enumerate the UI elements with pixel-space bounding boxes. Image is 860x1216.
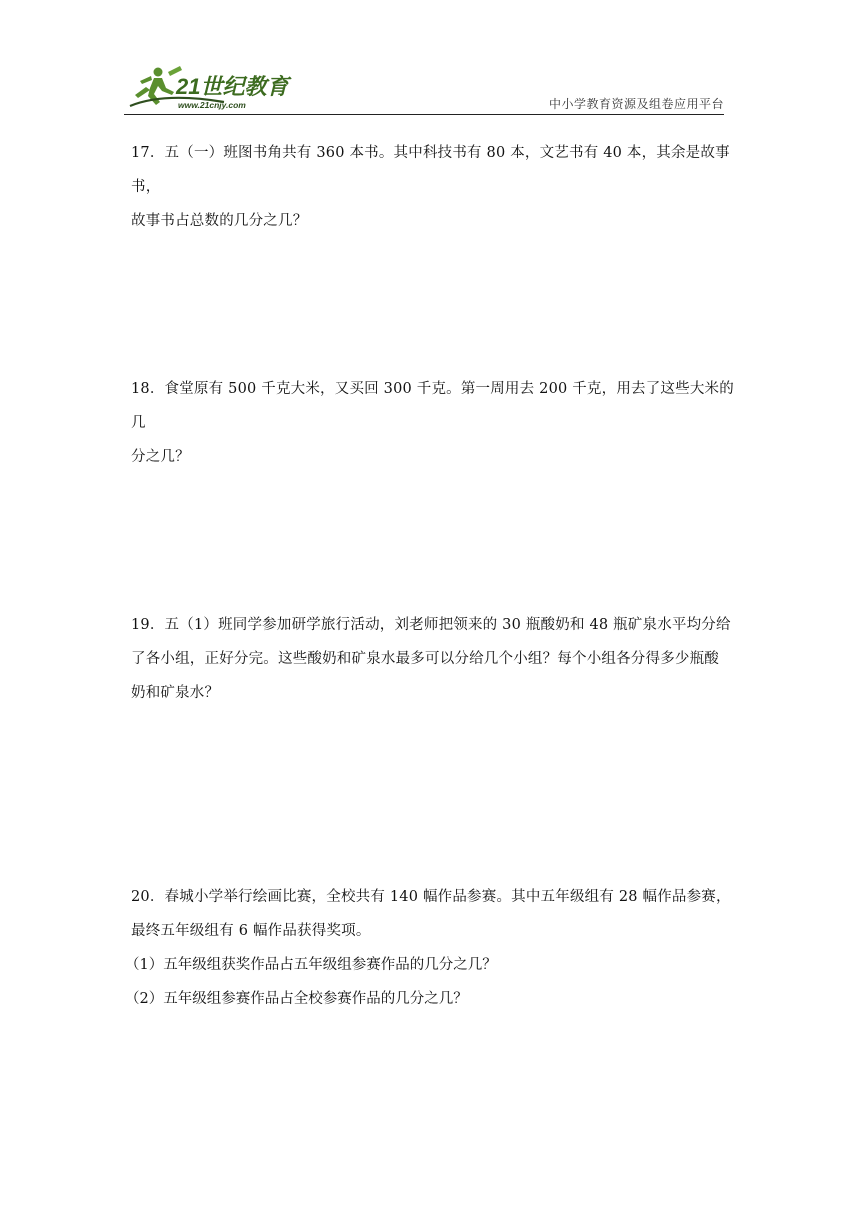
logo-wordmark: 21世纪教育: [176, 74, 289, 99]
question-line: 了各小组，正好分完。这些酸奶和矿泉水最多可以分给几个小组？每个小组各分得多少瓶酸: [131, 651, 719, 667]
logo-url: www.21cnjy.com: [178, 100, 246, 110]
sub-question-2: （2）五年级组参赛作品占全校参赛作品的几分之几？: [125, 991, 468, 1007]
platform-label: 中小学教育资源及组卷应用平台: [548, 97, 724, 111]
question-line: 18．食堂原有 500 千克大米，又买回 300 千克。第一周用去 200 千克，用去了这些大米的几: [131, 381, 734, 431]
question-line: 故事书占总数的几分之几？: [131, 213, 308, 229]
header-divider: [124, 114, 724, 115]
question-line: 奶和矿泉水？: [131, 685, 220, 701]
sub-question-1: （1）五年级组获奖作品占五年级组参赛作品的几分之几？: [125, 957, 497, 973]
question-17: [131, 136, 736, 238]
question-20-subparts: [125, 948, 730, 1016]
question-19: [131, 608, 736, 710]
question-line: 19．五（1）班同学参加研学旅行活动，刘老师把领来的 30 瓶酸奶和 48 瓶矿泉水平均分给: [131, 617, 731, 633]
page-header: [124, 62, 724, 116]
question-line: 20．春城小学举行绘画比赛，全校共有 140 幅作品参赛。其中五年级组有 28 幅作品参赛，: [131, 889, 731, 905]
logo-21cnjy: [124, 62, 304, 114]
question-line: 分之几？: [131, 449, 190, 465]
question-20: [131, 880, 736, 948]
question-line: 最终五年级组有 6 幅作品获得奖项。: [131, 923, 371, 939]
question-line: 17．五（一）班图书角共有 360 本书。其中科技书有 80 本，文艺书有 40 本，其余是故事书，: [131, 145, 730, 195]
question-18: [131, 372, 736, 474]
